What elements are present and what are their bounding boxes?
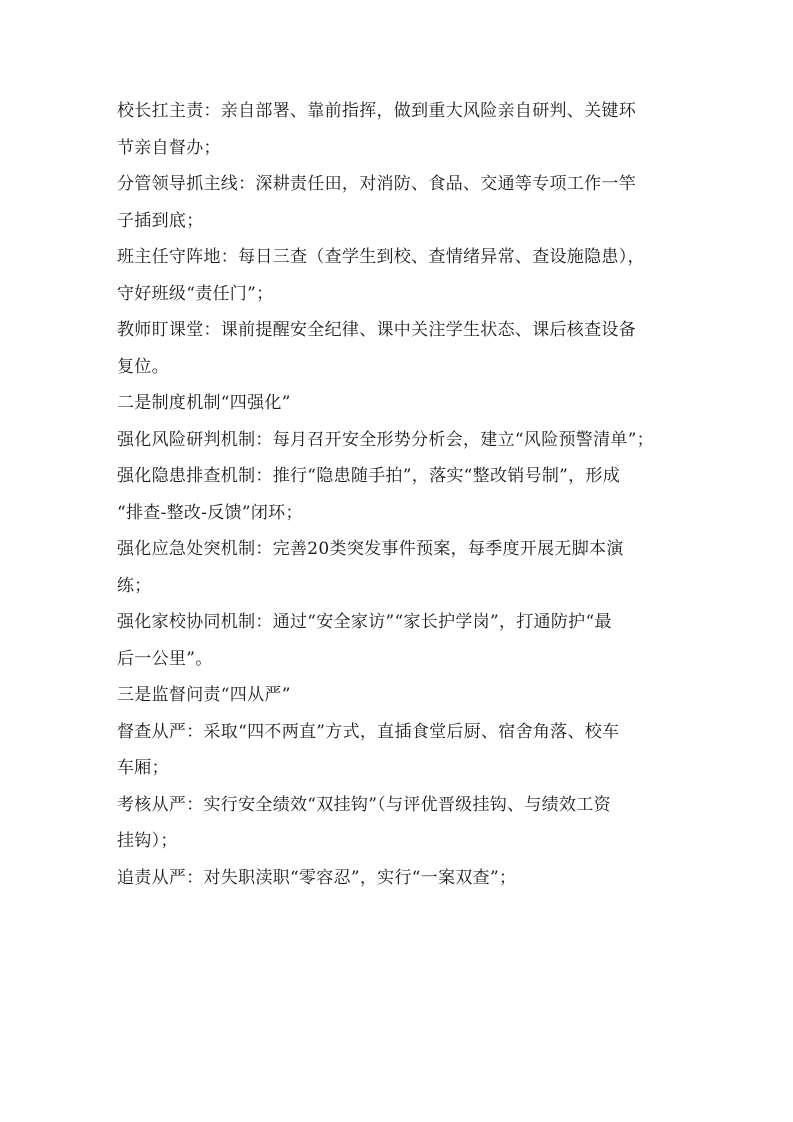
text-line: 强化家校协同机制：通过“安全家访”“家长护学岗”，打通防护“最 xyxy=(117,612,612,632)
text-line: 后一公里”。 xyxy=(117,648,213,669)
text-line: 督查从严：采取“四不两直”方式，直插食堂后厨、宿舍角落、校车 xyxy=(117,721,620,742)
text-line: 追责从严：对失职渎职“零容忍”，实行“一案双查”； xyxy=(117,867,517,888)
text-line: 守好班级“责任门”； xyxy=(117,283,274,304)
text-line: 节亲自督办； xyxy=(117,137,221,158)
text-line: 练； xyxy=(117,575,152,596)
text-line: 复位。 xyxy=(117,356,169,377)
text-line: 分管领导抓主线：深耕责任田，对消防、食品、交通等专项工作一竿 xyxy=(117,174,636,194)
text-line: 强化应急处突机制：完善20类突发事件预案，每季度开展无脚本演 xyxy=(117,539,624,559)
text-line: 校长扛主责：亲自部署、靠前指挥，做到重大风险亲自研判、关键环 xyxy=(117,101,636,121)
text-line: 车厢； xyxy=(117,758,169,778)
section-heading: 三是监督问责“四从严” xyxy=(117,685,291,705)
text-line: 子插到底； xyxy=(117,210,204,231)
document-body xyxy=(117,93,682,896)
text-line: 教师盯课堂：课前提醒安全纪律、课中关注学生状态、课后核查设备 xyxy=(117,320,636,340)
text-line: 强化隐患排查机制：推行“隐患随手拍”，落实“整改销号制”，形成 xyxy=(117,466,621,486)
section-heading: 二是制度机制“四强化” xyxy=(117,393,291,413)
text-line: 班主任守阵地：每日三查（查学生到校、查情绪异常、查设施隐患）， xyxy=(117,247,645,267)
text-line: 强化风险研判机制：每月召开安全形势分析会，建立“风险预警清单”； xyxy=(117,429,654,450)
text-line: “排查-整改-反馈”闭环； xyxy=(117,502,303,523)
text-line: 考核从严：实行安全绩效“双挂钩”（与评优晋级挂钩、与绩效工资 xyxy=(117,794,611,815)
text-line: 挂钩）； xyxy=(117,831,178,851)
